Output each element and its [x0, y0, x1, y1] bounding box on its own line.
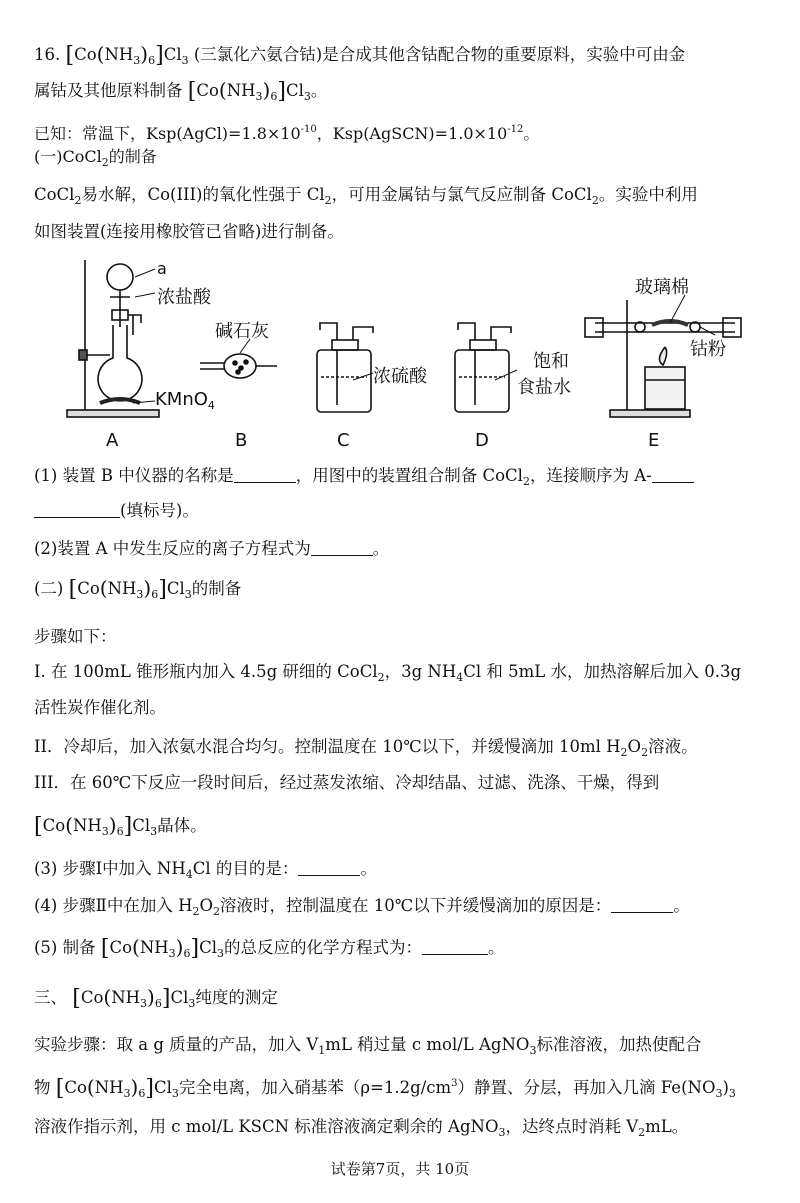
question-5: (5) 制备 $[Co(NH_3)_6]Cl_3$的总反应的化学方程式为： 。 [34, 936, 770, 965]
label-conc-hcl: 浓盐酸 [157, 287, 211, 308]
caption-c: C [337, 430, 350, 451]
experiment-line-1: 实验步骤：取 a g 质量的产品，加入 $V_1mL$ 稍过量 c mol/L AgNO$_3$标准溶液，加热使配合 [34, 1035, 702, 1057]
steps-title: 步骤如下： [34, 627, 117, 646]
answer-blank[interactable] [34, 501, 120, 518]
label-conc-h2so4: 浓硫酸 [373, 366, 427, 387]
caption-d: D [475, 430, 489, 451]
complex-formula: $[Co(NH_3)_6]Cl_3$ [65, 42, 189, 68]
question-1: (1) 装置 B 中仪器的名称是 ，用图中的装置组合制备 CoCl$_2$，连接顺序为 A- [34, 465, 770, 493]
label-glass-wool: 玻璃棉 [635, 277, 689, 298]
question-3: (3) 步骤Ⅰ中加入 $NH_4Cl$ 的目的是： 。 [34, 859, 377, 881]
part1-para-1: CoCl$_2$易水解，Co(III)的氧化性强于 $Cl_2$，可用金属钴与氯气反应制备 CoCl$_2$。实验中利用 [34, 185, 698, 207]
experiment-line-2: 物 $[Co(NH_3)_6]Cl_3$完全电离，加入硝基苯$(\rho=1.2g/cm^3)$静置、分层，再加入几滴 $Fe(NO_3)_3$ [34, 1073, 770, 1105]
answer-blank[interactable] [298, 859, 360, 876]
question-16-line-2 [34, 79, 770, 108]
label-kmno4: KMnO$_4$ [155, 389, 215, 412]
answer-blank[interactable] [611, 896, 673, 913]
question-4: (4) 步骤Ⅱ中在加入 $H_2O_2$溶液时，控制温度在 10℃以下并缓慢滴加的原因是： 。 [34, 896, 690, 918]
complex-formula: $[Co(NH_3)_6]Cl_3$ [72, 985, 196, 1011]
answer-blank[interactable] [311, 539, 373, 556]
complex-formula: $[Co(NH_3)_6]Cl_3$ [100, 935, 224, 961]
label-a: a [157, 259, 167, 278]
caption-b: B [235, 430, 248, 451]
part1-para-2: 如图装置(连接用橡胶管已省略)进行制备。 [34, 222, 344, 241]
complex-formula: $[Co(NH_3)_6]Cl_3$ [34, 813, 158, 839]
experiment-line-3: 溶液作指示剂，用 c mol/L KSCN 标准溶液滴定剩余的 AgNO$_3$，达终点时消耗 $V_2mL$。 [34, 1117, 689, 1139]
complex-formula: $[Co(NH_3)_6]Cl_3$ [55, 1075, 179, 1101]
answer-blank[interactable] [234, 466, 296, 483]
apparatus-figure [55, 255, 745, 455]
label-soda-lime: 碱石灰 [215, 321, 269, 342]
label-sat-1: 饱和 [533, 351, 569, 372]
part2-title: (二) $[Co(NH_3)_6]Cl_3$的制备 [34, 577, 770, 606]
step-2: II．冷却后，加入浓氨水混合均匀。控制温度在 10℃以下，并缓慢滴加 10ml $H_2O_2$溶液。 [34, 737, 698, 759]
question-1-cont: (填标号)。 [34, 500, 770, 522]
step-1: I. 在 100mL 锥形瓶内加入 4.5g 研细的 CoCl$_2$，3g $NH_4Cl$ 和 5mL 水，加热溶解后加入 0.3g [34, 662, 742, 684]
intro-text-2: 属钴及其他原料制备 [34, 81, 183, 100]
step-3: III．在 60℃下反应一段时间后，经过蒸发浓缩、冷却结晶、过滤、洗涤、干燥，得到 [34, 773, 660, 792]
question-2: (2)装置 A 中发生反应的离子方程式为 。 [34, 539, 390, 558]
intro-text-2-end: 。 [310, 81, 328, 100]
part3-title: 三、 $[Co(NH_3)_6]Cl_3$纯度的测定 [34, 986, 770, 1015]
step-3-cont: $[Co(NH_3)_6]Cl_3$晶体。 [34, 814, 770, 843]
part1-title: (一)CoCl$_2$的制备 [34, 147, 157, 169]
answer-blank[interactable] [422, 938, 488, 955]
caption-e: E [648, 430, 660, 451]
complex-formula: $[Co(NH_3)_6]Cl_3$ [68, 576, 192, 602]
question-number: 16. [34, 45, 61, 64]
question-16-line-1 [34, 43, 770, 72]
label-sat-2: 食盐水 [517, 377, 571, 398]
page-footer: 试卷第7页，共 10页 [330, 1160, 470, 1178]
answer-blank[interactable] [652, 466, 694, 483]
label-co-powder: 钴粉 [690, 339, 726, 360]
intro-text-1: (三氯化六氨合钴)是合成其他含钴配合物的重要原料，实验中可由金 [193, 45, 686, 64]
known-ksp: 已知：常温下，$Ksp(AgCl)=1.8\times 10^{-10}$，$Ksp(AgSCN)=1.0\times 10^{-12}$。 [34, 124, 540, 143]
complex-formula: $[Co(NH_3)_6]Cl_3$ [187, 78, 311, 104]
step-1-cont: 活性炭作催化剂。 [34, 698, 166, 717]
caption-a: A [106, 430, 119, 451]
